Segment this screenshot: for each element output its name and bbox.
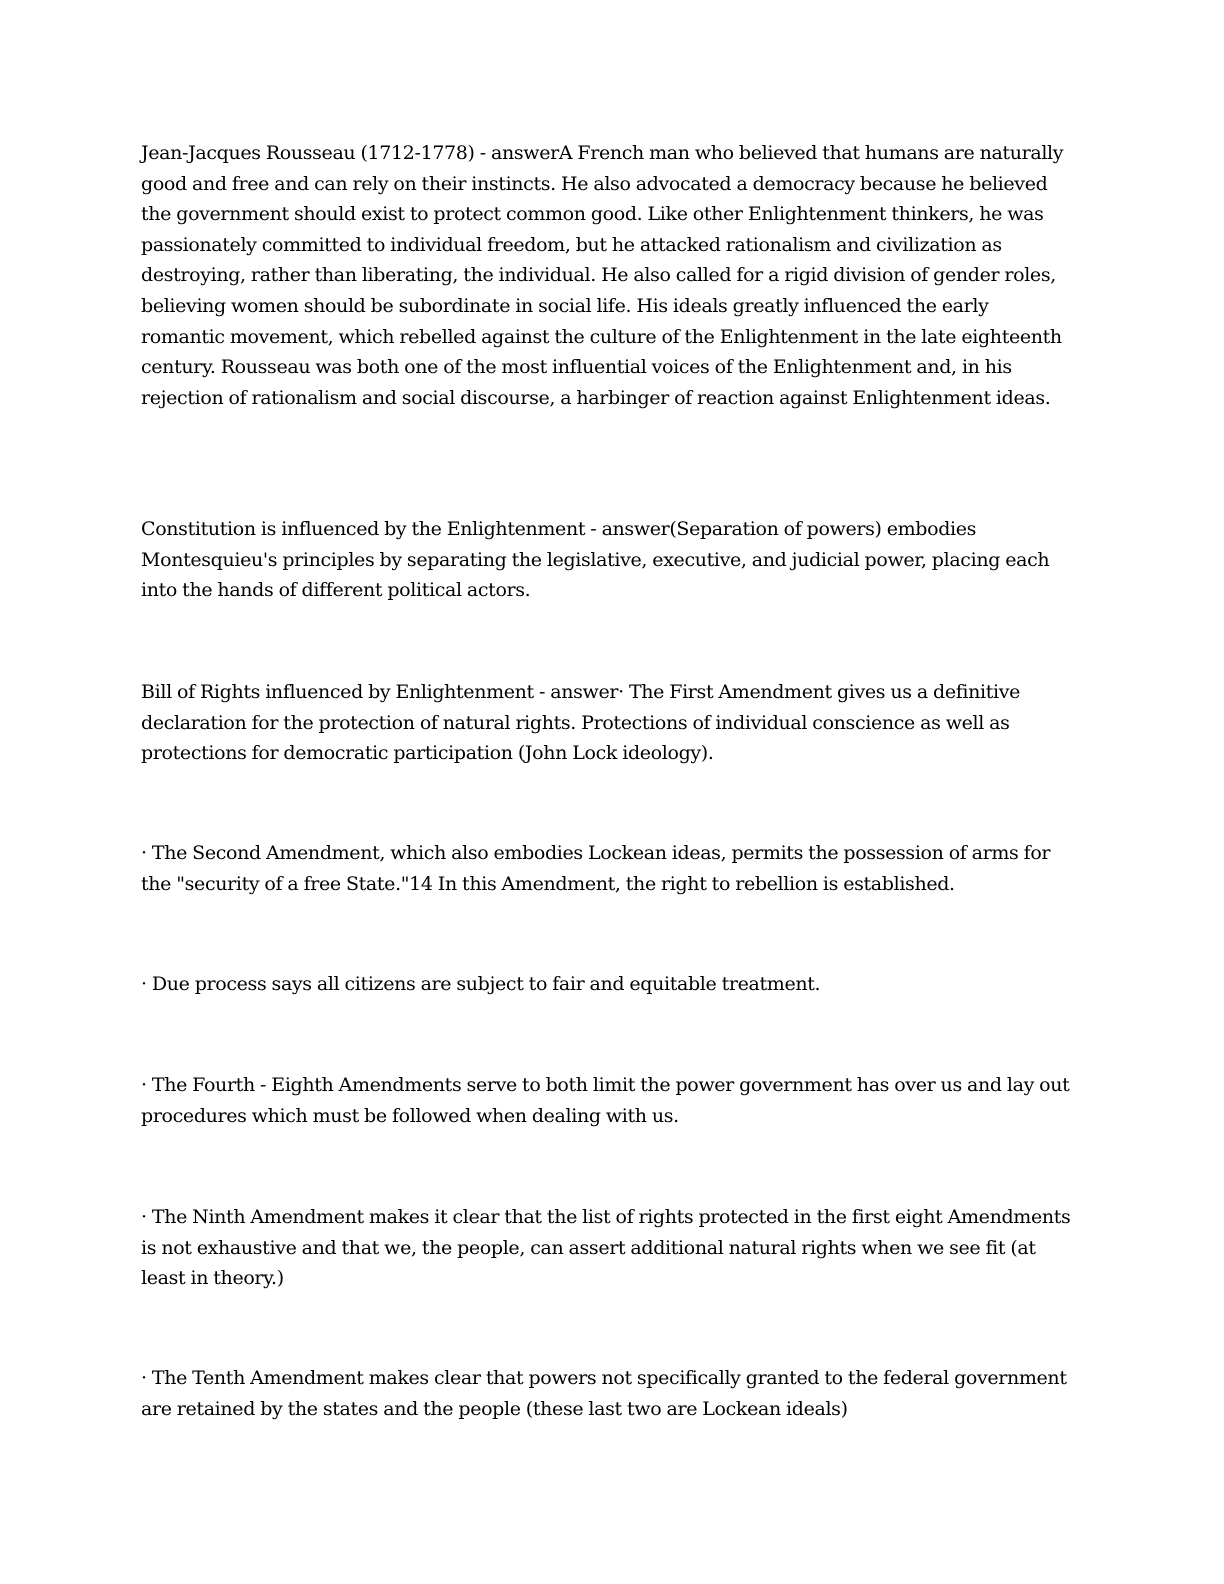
paragraph-second-amendment: · The Second Amendment, which also embodies Lockean ideas, permits the possession of arms for the "security of a free State."14 In this Amendment, the right to rebellion is established. <box>141 842 1051 895</box>
paragraph-due-process: · Due process says all citizens are subject to fair and equitable treatment. <box>141 973 821 995</box>
paragraph-ninth-amendment: · The Ninth Amendment makes it clear that the list of rights protected in the first eight Amendments is not exhaustive and that we, the people, can assert additional natural rights when we see fit (at least in theory.) <box>141 1206 1071 1290</box>
paragraph-tenth-amendment: · The Tenth Amendment makes clear that powers not specifically granted to the federal government are retained by the states and the people (these last two are Lockean ideals) <box>141 1367 1067 1420</box>
paragraph-fourth-eighth-amendments: · The Fourth - Eighth Amendments serve to both limit the power government has over us and lay out procedures which must be followed when dealing with us. <box>141 1074 1070 1127</box>
paragraph-bill-of-rights: Bill of Rights influenced by Enlightenment - answer· The First Amendment gives us a definitive declaration for the protection of natural rights. Protections of individual conscience as well as protections for democratic participation (John Lock ideology). <box>141 681 1021 765</box>
paragraph-rousseau: Jean-Jacques Rousseau (1712-1778) - answerA French man who believed that humans are naturally good and free and can rely on their instincts. He also advocated a democracy because he believed the government should exist to protect common good. Like other Enlightenment thinkers, he was passionately committed to individual freedom, but he attacked rationalism and civilization as destroying, rather than liberating, the individual. He also called for a rigid division of gender roles, believing women should be subordinate in social life. His ideals greatly influenced the early romantic movement, which rebelled against the culture of the Enlightenment in the late eighteenth century. Rousseau was both one of the most influential voices of the Enlightenment and, in his rejection of rationalism and social discourse, a harbinger of reaction against Enlightenment ideas. <box>141 142 1064 409</box>
paragraph-constitution: Constitution is influenced by the Enlightenment - answer(Separation of powers) embodies Montesquieu's principles by separating the legislative, executive, and judicial power, placing each into the hands of different political actors. <box>141 518 1050 602</box>
